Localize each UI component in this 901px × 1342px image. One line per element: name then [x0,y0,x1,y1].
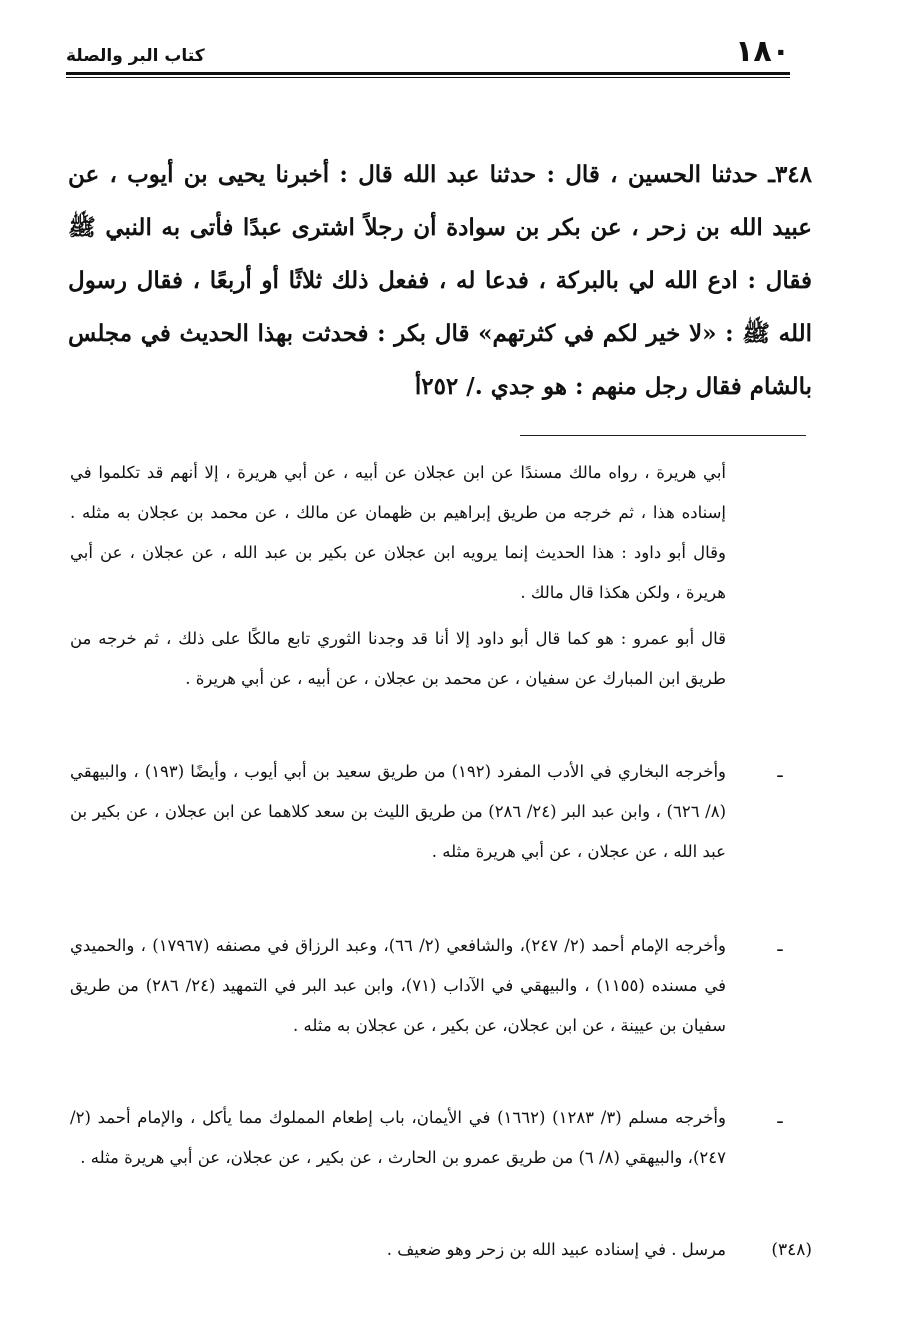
footnote-paragraph-1: أبي هريرة ، رواه مالك مسندًا عن ابن عجلان عن أبيه ، عن أبي هريرة ، إلا أنهم قد تكلموا في إسناده هذا ، ثم خرجه من طريق إبراهيم بن ظهمان عن مالك ، عن محمد بن عجلان به مثله . وقال أبو داود : هذا الحديث إنما يرويه ابن عجلان عن بكير بن عبد الله ، عن عجلان ، عن أبي هريرة ، ولكن هكذا قال مالك . [70,463,726,602]
page-number: ١٨٠ [735,34,790,69]
bullet-dash: ـ [777,761,783,782]
book-title: كتاب البر والصلة [66,46,205,66]
grading-number: (٣٤٨) [771,1240,812,1260]
hadith-text: حدثنا الحسين ، قال : حدثنا عبد الله قال : أخبرنا يحيى بن أيوب ، عن عبيد الله بن زحر ، عن بكر بن سوادة أن رجلاً اشترى عبدًا فأتى به النبي ﷺ فقال : ادع الله لي بالبركة ، فدعا له ، ففعل ذلك ثلاثًا أو أربعًا ، فقال رسول الله ﷺ : «لا خير لكم في كثرتهم» قال بكر : فحدثت بهذا الحديث في مجلس بالشام فقال رجل منهم : هو جدي ./ ٢٥٢أ [68,161,812,400]
bullet-text: وأخرجه البخاري في الأدب المفرد (١٩٢) من طريق سعيد بن أبي أيوب ، وأيضًا (١٩٣) ، والبيهقي (٨/ ٦٢٦) ، وابن عبد البر (٢٤/ ٢٨٦) من طريق الليث بن سعد كلاهما عن ابن عجلان ، عن بكير بن عبد الله ، عن عجلان ، عن أبي هريرة مثله . [70,762,727,861]
header-rule-thick [66,72,790,75]
footnote-paragraph-2: قال أبو عمرو : هو كما قال أبو داود إلا أنا قد وجدنا الثوري تابع مالكًا على ذلك ، ثم خرجه من طريق ابن المبارك عن سفيان ، عن محمد بن عجلان ، عن أبيه ، عن أبي هريرة . [70,629,726,688]
hadith-number: ٣٤٨ـ [768,161,812,188]
hadith-grading [200,1230,812,1270]
grading-text: مرسل . في إسناده عبيد الله بن زحر وهو ضعيف . [386,1240,726,1259]
page-header [66,30,790,70]
hadith-348 [68,148,812,413]
header-rule-thin [66,77,790,78]
bullet-text: وأخرجه الإمام أحمد (٢/ ٢٤٧)، والشافعي (٢/ ٦٦)، وعبد الرزاق في مصنفه (١٧٩٦٧) ، والحميدي في مسنده (١١٥٥) ، والبيهقي في الآداب (٧١)، وابن عبد البر في التمهيد (٢٤/ ٢٨٦) من طريق سفيان بن عيينة ، عن ابن عجلان، عن بكير ، عن عجلان به مثله . [70,936,726,1035]
bullet-text: وأخرجه مسلم (٣/ ١٢٨٣) (١٦٦٢) في الأيمان، باب إطعام المملوك مما يأكل ، والإمام أحمد (٢/ ٢٤٧)، والبيهقي (٨/ ٦) من طريق عمرو بن الحارث ، عن بكير ، عن عجلان، عن أبي هريرة مثله . [70,1108,726,1167]
bullet-dash: ـ [777,935,783,956]
footnote-notes [70,453,726,705]
bullet-dash: ـ [777,1107,783,1128]
footnote-separator [520,435,806,436]
